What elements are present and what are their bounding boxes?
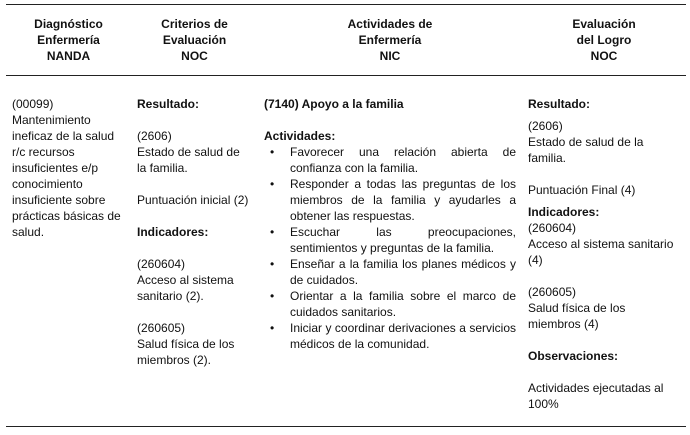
header-criteria-line: Criterios de: [161, 17, 228, 31]
header-nanda-line: Enfermería: [37, 33, 100, 47]
header-nic-line: NIC: [379, 49, 401, 63]
activities-label: Actividades:: [264, 129, 336, 143]
care-plan-page: [6, 0, 686, 435]
header-evaluation-line: NOC: [590, 49, 618, 63]
header-criteria-line: NOC: [181, 49, 208, 63]
header-nic-line: Actividades de: [347, 17, 433, 31]
criteria-indicators-label: Indicadores:: [137, 225, 209, 239]
header-row: [6, 5, 686, 76]
criteria-result-text: Estado de salud de la familia.: [137, 145, 240, 175]
criteria-indicator-text: Acceso al sistema sanitario (2).: [137, 273, 234, 303]
header-nic: [258, 5, 522, 76]
evaluation-cell: [522, 76, 686, 427]
activity-item: • Responder a todas las preguntas de los miembros de la familia y ayudarles a obtener las respuestas.: [290, 176, 516, 224]
evaluation-indicator-code: (260605): [528, 285, 577, 299]
activity-item: • Enseñar a la familia los planes médicos y de cuidados.: [290, 256, 516, 288]
activity-item: • Escuchar las preocupaciones, sentimientos y preguntas de la familia.: [290, 224, 516, 256]
activity-item: • Iniciar y coordinar derivaciones a servicios médicos de la comunidad.: [290, 320, 516, 352]
diagnosis-code: (00099): [12, 97, 54, 111]
evaluation-indicators-label: Indicadores:: [528, 205, 600, 219]
activities-cell: [258, 76, 522, 427]
activity-item: • Favorecer una relación abierta de confianza con la familia.: [290, 144, 516, 176]
evaluation-score: Puntuación Final (4): [528, 183, 636, 197]
evaluation-result-text: Estado de salud de la familia.: [528, 135, 644, 165]
diagnosis-text: Mantenimiento ineficaz de la salud r/c recursos insuficientes e/p conocimiento insuficiente sobre prácticas básicas de salud.: [12, 113, 121, 239]
content-row: [6, 76, 686, 427]
header-nic-line: Enfermería: [358, 33, 422, 47]
criteria-indicator-code: (260605): [137, 321, 186, 335]
criteria-score: Puntuación inicial (2): [137, 193, 249, 207]
care-plan-table: [6, 4, 686, 427]
header-nanda-line: NANDA: [46, 49, 91, 63]
evaluation-observations-label: Observaciones:: [528, 349, 619, 363]
diagnosis-cell: [6, 76, 131, 427]
activities-title: (7140) Apoyo a la familia: [264, 97, 404, 111]
header-noc-evaluation: [522, 5, 686, 76]
header-criteria-line: Evaluación: [162, 33, 227, 47]
evaluation-indicator-code: (260604): [528, 221, 577, 235]
header-evaluation-line: del Logro: [576, 33, 632, 47]
evaluation-result-code: (2606): [528, 119, 563, 133]
criteria-indicator-code: (260604): [137, 257, 186, 271]
evaluation-result-label: Resultado:: [528, 97, 591, 111]
criteria-cell: [131, 76, 258, 427]
evaluation-indicator-text: Salud física de los miembros (4): [528, 301, 626, 331]
criteria-result-label: Resultado:: [137, 97, 200, 111]
evaluation-indicator-text: Acceso al sistema sanitario (4): [528, 237, 674, 267]
header-evaluation-line: Evaluación: [572, 17, 636, 31]
activity-item: • Orientar a la familia sobre el marco de cuidados sanitarios.: [290, 288, 516, 320]
criteria-result-code: (2606): [137, 129, 172, 143]
header-nanda-line: Diagnóstico: [34, 17, 103, 31]
header-nanda: [6, 5, 131, 76]
activities-list: [264, 144, 516, 352]
evaluation-observations-text: Actividades ejecutadas al 100%: [528, 381, 664, 411]
criteria-indicator-text: Salud física de los miembros (2).: [137, 337, 235, 367]
header-noc-criteria: [131, 5, 258, 76]
